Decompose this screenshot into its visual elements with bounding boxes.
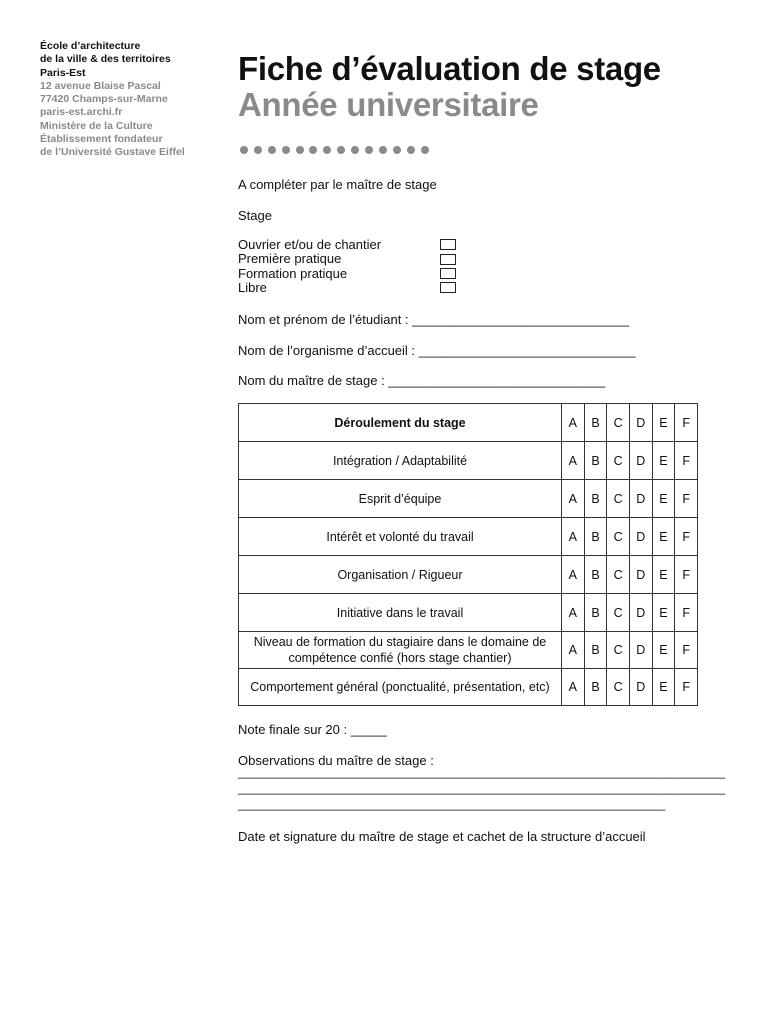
student-name-field[interactable]: Nom et prénom de l’étudiant : ______________________________ bbox=[238, 312, 630, 327]
dot bbox=[337, 146, 345, 154]
observations-line-2[interactable]: _________________________________________________________________________ bbox=[238, 781, 726, 795]
school-name-line-1: École d’architecture bbox=[40, 40, 141, 52]
dot bbox=[309, 146, 317, 154]
address-street: 12 avenue Blaise Pascal bbox=[40, 79, 161, 92]
founding-line-2: de l’Université Gustave Eiffel bbox=[40, 146, 185, 159]
grade-option[interactable]: F bbox=[675, 632, 698, 669]
grade-option[interactable]: B bbox=[584, 669, 607, 706]
grade-option[interactable]: E bbox=[652, 518, 675, 556]
checkbox-formation[interactable] bbox=[440, 268, 456, 279]
grade-option[interactable]: C bbox=[607, 556, 630, 594]
table-row bbox=[239, 480, 698, 518]
grade-header: A bbox=[562, 404, 585, 442]
grade-option[interactable]: A bbox=[562, 518, 585, 556]
grade-option[interactable]: C bbox=[607, 632, 630, 669]
stage-option-libre: Libre bbox=[238, 280, 267, 295]
grade-option[interactable]: B bbox=[584, 518, 607, 556]
ministry: Ministère de la Culture bbox=[40, 119, 153, 132]
dot bbox=[351, 146, 359, 154]
table-row bbox=[239, 518, 698, 556]
founding-line-1: Établissement fondateur bbox=[40, 133, 163, 146]
final-grade-field[interactable]: Note finale sur 20 : _____ bbox=[238, 722, 387, 737]
grade-option[interactable]: E bbox=[652, 632, 675, 669]
address-city: 77420 Champs-sur-Marne bbox=[40, 93, 168, 106]
grade-option[interactable]: B bbox=[584, 594, 607, 632]
grade-option[interactable]: A bbox=[562, 556, 585, 594]
grade-header: B bbox=[584, 404, 607, 442]
grade-option[interactable]: F bbox=[675, 669, 698, 706]
grade-option[interactable]: D bbox=[629, 518, 652, 556]
table-row bbox=[239, 442, 698, 480]
grade-option[interactable]: C bbox=[607, 442, 630, 480]
grade-header: D bbox=[629, 404, 652, 442]
grade-option[interactable]: B bbox=[584, 480, 607, 518]
grade-option[interactable]: F bbox=[675, 518, 698, 556]
grade-option[interactable]: A bbox=[562, 442, 585, 480]
dot bbox=[379, 146, 387, 154]
table-header-label: Déroulement du stage bbox=[239, 404, 562, 442]
school-name-line-2: de la ville & des territoires bbox=[40, 53, 171, 66]
observations-line-3[interactable]: ________________________________________________________________ bbox=[238, 797, 666, 811]
grade-header: E bbox=[652, 404, 675, 442]
criterion-label: Niveau de formation du stagiaire dans le domaine de compétence confié (hors stage chantier) bbox=[239, 632, 562, 669]
grade-option[interactable]: F bbox=[675, 556, 698, 594]
grade-option[interactable]: F bbox=[675, 480, 698, 518]
grade-option[interactable]: B bbox=[584, 632, 607, 669]
observations-line-1[interactable]: _________________________________________________________________________ bbox=[238, 765, 726, 779]
grade-option[interactable]: D bbox=[629, 594, 652, 632]
grade-option[interactable]: C bbox=[607, 594, 630, 632]
grade-option[interactable]: D bbox=[629, 632, 652, 669]
dot bbox=[240, 146, 248, 154]
tutor-name-field[interactable]: Nom du maître de stage : ______________________________ bbox=[238, 373, 606, 388]
grade-option[interactable]: F bbox=[675, 442, 698, 480]
criterion-label: Initiative dans le travail bbox=[239, 594, 562, 632]
signature-label: Date et signature du maître de stage et cachet de la structure d’accueil bbox=[238, 829, 646, 844]
dot bbox=[365, 146, 373, 154]
grade-option[interactable]: D bbox=[629, 480, 652, 518]
checkbox-libre[interactable] bbox=[440, 282, 456, 293]
dot bbox=[268, 146, 276, 154]
grade-option[interactable]: C bbox=[607, 518, 630, 556]
table-row bbox=[239, 594, 698, 632]
grade-option[interactable]: F bbox=[675, 594, 698, 632]
table-header-row bbox=[239, 404, 698, 442]
grade-option[interactable]: D bbox=[629, 669, 652, 706]
grade-option[interactable]: B bbox=[584, 442, 607, 480]
stage-option-formation: Formation pratique bbox=[238, 266, 348, 281]
dot bbox=[296, 146, 304, 154]
intro-text: A compléter par le maître de stage bbox=[238, 177, 437, 192]
grade-option[interactable]: A bbox=[562, 480, 585, 518]
grade-option[interactable]: A bbox=[562, 669, 585, 706]
grade-option[interactable]: A bbox=[562, 632, 585, 669]
checkbox-premiere[interactable] bbox=[440, 254, 456, 265]
page-title: Fiche d’évaluation de stage bbox=[238, 50, 661, 87]
criterion-label: Intérêt et volonté du travail bbox=[239, 518, 562, 556]
grade-option[interactable]: B bbox=[584, 556, 607, 594]
stage-option-premiere: Première pratique bbox=[238, 251, 342, 266]
dotted-separator bbox=[240, 146, 429, 154]
grade-header: C bbox=[607, 404, 630, 442]
grade-option[interactable]: E bbox=[652, 556, 675, 594]
table-row bbox=[239, 632, 698, 669]
grade-option[interactable]: C bbox=[607, 480, 630, 518]
dot bbox=[407, 146, 415, 154]
dot bbox=[254, 146, 262, 154]
page-subtitle: Année universitaire bbox=[238, 86, 539, 123]
evaluation-table bbox=[238, 403, 698, 706]
school-address-block bbox=[40, 40, 220, 160]
criterion-label: Comportement général (ponctualité, présentation, etc) bbox=[239, 669, 562, 706]
checkbox-ouvrier[interactable] bbox=[440, 239, 456, 250]
grade-option[interactable]: E bbox=[652, 669, 675, 706]
grade-option[interactable]: A bbox=[562, 594, 585, 632]
criterion-label: Esprit d’équipe bbox=[239, 480, 562, 518]
grade-option[interactable]: E bbox=[652, 480, 675, 518]
dot bbox=[421, 146, 429, 154]
dot bbox=[393, 146, 401, 154]
table-row bbox=[239, 669, 698, 706]
host-organization-field[interactable]: Nom de l’organisme d’accueil : ______________________________ bbox=[238, 343, 636, 358]
stage-option-ouvrier: Ouvrier et/ou de chantier bbox=[238, 237, 382, 252]
grade-option[interactable]: C bbox=[607, 669, 630, 706]
grade-option[interactable]: D bbox=[629, 442, 652, 480]
observations-label: Observations du maître de stage : bbox=[238, 753, 434, 768]
criterion-label: Intégration / Adaptabilité bbox=[239, 442, 562, 480]
grade-option[interactable]: D bbox=[629, 556, 652, 594]
dot bbox=[282, 146, 290, 154]
dot bbox=[323, 146, 331, 154]
stage-label: Stage bbox=[238, 208, 272, 223]
grade-header: F bbox=[675, 404, 698, 442]
grade-option[interactable]: E bbox=[652, 594, 675, 632]
table-row bbox=[239, 556, 698, 594]
website: paris-est.archi.fr bbox=[40, 106, 123, 119]
school-name-line-3: Paris-Est bbox=[40, 66, 86, 79]
grade-option[interactable]: E bbox=[652, 442, 675, 480]
criterion-label: Organisation / Rigueur bbox=[239, 556, 562, 594]
